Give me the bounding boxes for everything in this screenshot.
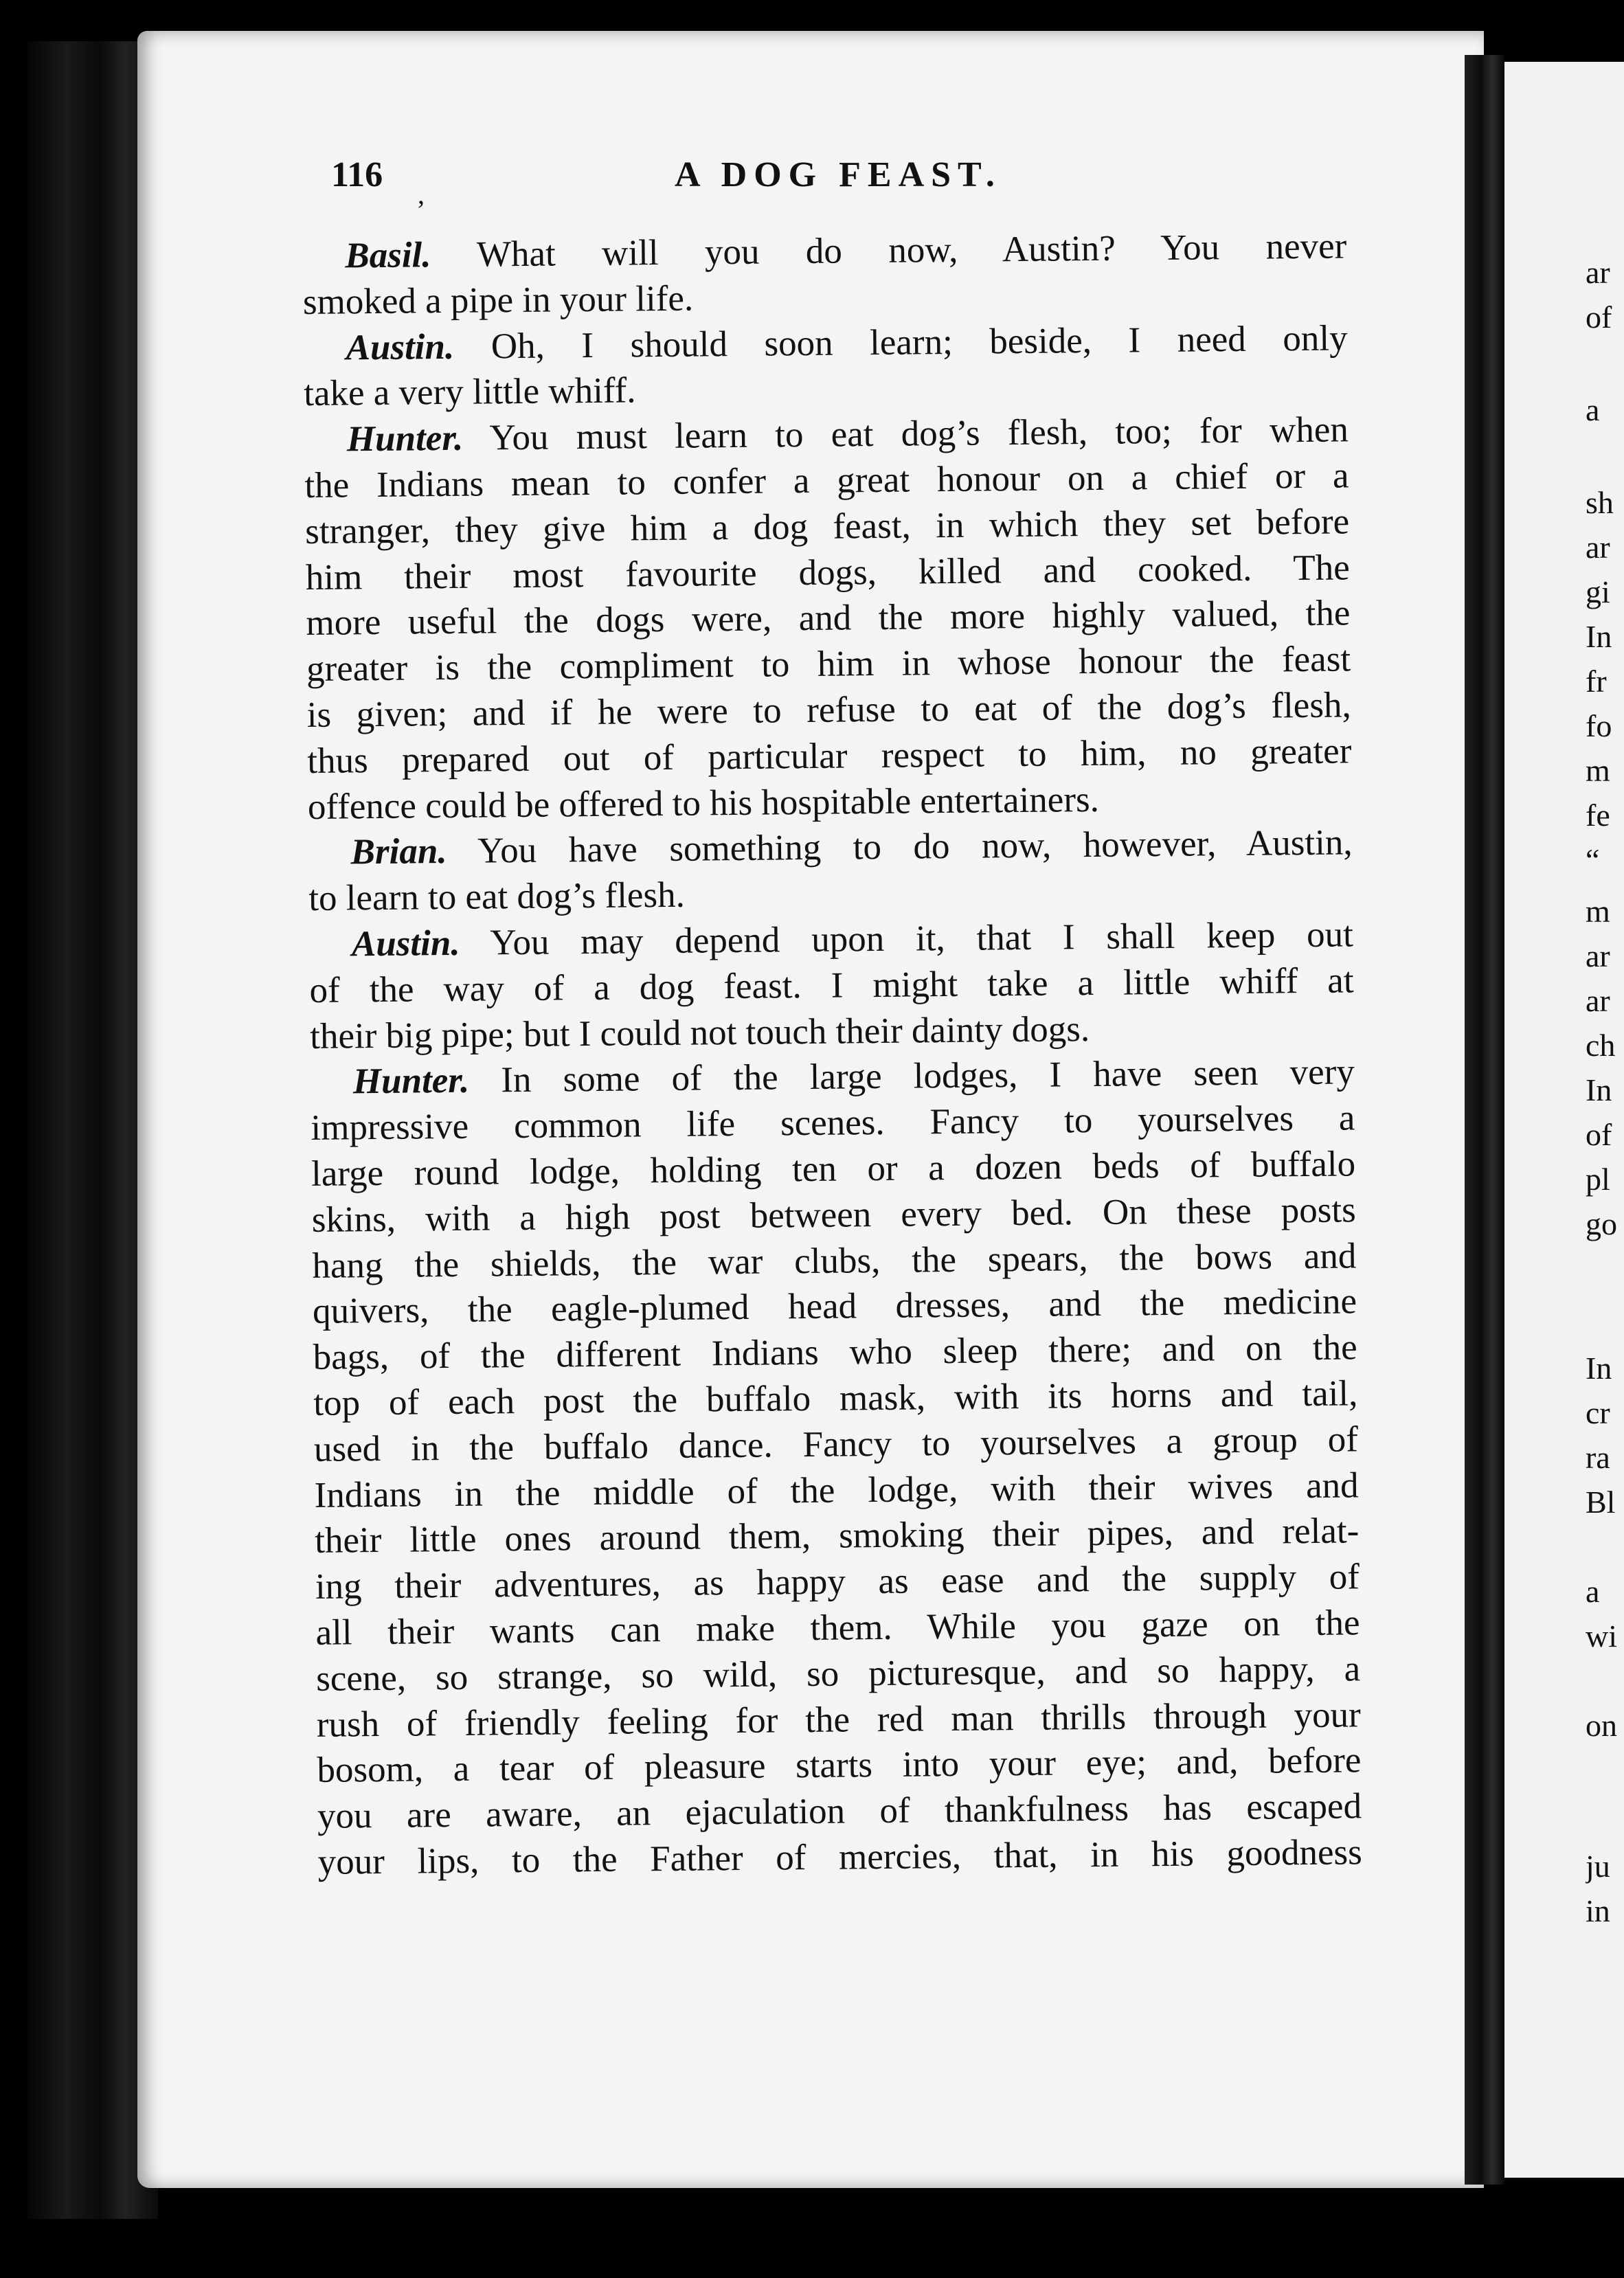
line-text: bags, of the different Indians who sleep there; and on the — [313, 1327, 1357, 1378]
facing-page-fragment: ar — [1586, 530, 1610, 565]
line-text: your lips, to the Father of mercies, that, in his goodness — [317, 1832, 1362, 1882]
facing-page-fragment: sh — [1586, 485, 1614, 520]
facing-page-fragment: ar — [1586, 938, 1610, 973]
facing-page-fragment: ra — [1586, 1440, 1610, 1475]
facing-page-text — [1586, 0, 1624, 2278]
speaker-name: Austin. — [346, 326, 455, 368]
line-text: smoked a pipe in your life. — [302, 278, 694, 322]
speaker-name: Austin. — [351, 923, 460, 965]
line-text: their big pipe; but I could not touch their dainty dogs. — [309, 1008, 1090, 1057]
page-header — [331, 155, 1362, 203]
page-number: 116 — [331, 155, 383, 194]
facing-page-fragment: gi — [1586, 574, 1610, 609]
facing-page-fragment: in — [1586, 1893, 1610, 1928]
speaker-name: Hunter. — [352, 1061, 470, 1102]
line-text: Indians in the middle of the lodge, with their wives and — [314, 1465, 1359, 1515]
line-text: What will you do now, Austin? You never — [431, 226, 1347, 275]
facing-page-fragment: go — [1586, 1206, 1617, 1241]
line-text: You may depend upon it, that I shall keep out — [460, 914, 1354, 963]
line-text: scene, so strange, so wild, so picturesque, and so happy, a — [315, 1649, 1361, 1699]
facing-page-fragment: fr — [1586, 664, 1607, 699]
line-text: is given; and if he were to refuse to eat of the dog’s flesh, — [306, 685, 1351, 735]
facing-page-fragment: fo — [1586, 708, 1612, 743]
line-text: offence could be offered to his hospitable entertainers. — [307, 779, 1100, 827]
line-text: Oh, I should soon learn; beside, I need only — [453, 317, 1348, 367]
facing-page-fragment: In — [1586, 1072, 1612, 1107]
line-text: impressive common life scenes. Fancy to yourselves a — [311, 1098, 1355, 1149]
line-text: stranger, they give him a dog feast, in which they set before — [304, 501, 1350, 552]
line-text: skins, with a high post between every bed. On these posts — [311, 1190, 1356, 1240]
facing-page-fragment: fe — [1586, 798, 1610, 833]
facing-page-fragment: ch — [1586, 1028, 1616, 1063]
line-text: quivers, the eagle-plumed head dresses, and the medicine — [312, 1281, 1357, 1332]
facing-page-fragment: m — [1586, 753, 1610, 788]
line-text: all their wants can make them. While you gaze on the — [315, 1603, 1360, 1653]
facing-page-fragment: “ — [1586, 842, 1600, 877]
line-text: take a very little whiff. — [303, 370, 636, 414]
running-title: A DOG FEAST. — [675, 155, 1002, 194]
line-text: the Indians mean to confer a great honour on a chief or a — [304, 455, 1349, 506]
speaker-name: Basil. — [345, 235, 431, 276]
line-text: their little ones around them, smoking their pipes, and relat- — [314, 1511, 1360, 1561]
line-text: thus prepared out of particular respect to him, no greater — [307, 731, 1352, 781]
line-text: bosom, a tear of pleasure starts into your eye; and, before — [317, 1740, 1362, 1791]
facing-page-fragment: ar — [1586, 255, 1610, 290]
facing-page-fragment: cr — [1586, 1395, 1610, 1430]
facing-page-fragment: on — [1586, 1708, 1617, 1743]
facing-page-fragment: In — [1586, 1351, 1612, 1386]
line-text: You have something to do now, however, Austin, — [447, 822, 1353, 872]
line-text: top of each post the buffalo mask, with its horns and tail, — [313, 1373, 1358, 1423]
facing-page-fragment: a — [1586, 1574, 1600, 1609]
facing-page-fragment: ar — [1586, 983, 1610, 1018]
line-text: to learn to eat dog’s flesh. — [308, 875, 686, 919]
ink-mark-icon: ’ — [416, 194, 426, 225]
facing-page-fragment: of — [1586, 1117, 1612, 1152]
line-text: more useful the dogs were, and the more highly valued, the — [306, 593, 1351, 644]
line-text: greater is the compliment to him in whose honour the feast — [306, 639, 1351, 690]
line-text: ing their adventures, as happy as ease and the supply of — [315, 1557, 1360, 1608]
facing-page-fragment: a — [1586, 392, 1600, 427]
facing-page-fragment: pl — [1586, 1162, 1610, 1197]
facing-page-fragment: In — [1586, 619, 1612, 654]
line-text: him their most favourite dogs, killed and cooked. The — [305, 547, 1351, 598]
line-text: hang the shields, the war clubs, the spears, the bows and — [312, 1235, 1357, 1286]
facing-page-fragment: Bl — [1586, 1485, 1616, 1520]
line-text: you are aware, an ejaculation of thankfulness has escaped — [317, 1786, 1362, 1836]
facing-page-fragment: wi — [1586, 1619, 1617, 1654]
facing-page-fragment: of — [1586, 300, 1612, 335]
line-text: In some of the large lodges, I have seen very — [469, 1052, 1355, 1101]
line-text: used in the buffalo dance. Fancy to yourselves a group of — [313, 1419, 1359, 1469]
book-gutter — [1465, 55, 1504, 2185]
facing-page-fragment: ju — [1586, 1849, 1610, 1884]
line-text: large round lodge, holding ten or a dozen beds of buffalo — [311, 1144, 1356, 1194]
line-text: rush of friendly feeling for the red man thrills through your — [316, 1694, 1362, 1745]
speaker-name: Brian. — [350, 831, 447, 872]
speaker-name: Hunter. — [346, 418, 464, 460]
line-text: of the way of a dog feast. I might take a little whiff at — [309, 960, 1354, 1011]
facing-page-fragment: m — [1586, 894, 1610, 929]
line-text: You must learn to eat dog’s flesh, too; for when — [462, 409, 1349, 458]
page-body-text — [302, 223, 1362, 1885]
